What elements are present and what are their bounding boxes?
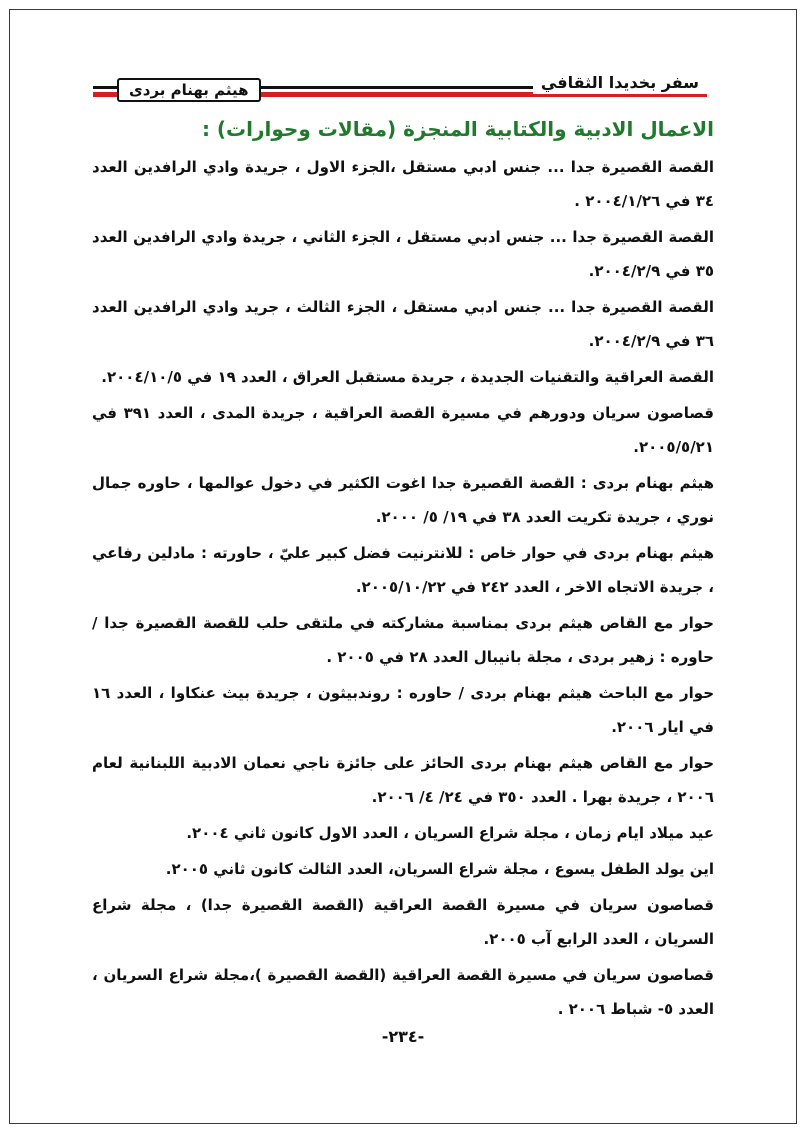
entry: حوار مع الباحث هيثم بهنام بردى / حاوره : روندبيثون ، جريدة بيث عنكاوا ، العدد ١٦ في ايار ٢٠٠٦. <box>92 684 714 736</box>
author-name: هيثم بهنام بردى <box>117 78 261 102</box>
book-title: سفر بخديدا الثقافي <box>533 72 707 94</box>
entry: القصة القصيرة جدا ... جنس ادبي مستقل ،الجزء الاول ، جريدة وادي الرافدين العدد ٣٤ في ٢٠٠٤/١/٢٦ . <box>92 158 714 210</box>
section-heading: الاعمال الادبية والكتابية المنجزة (مقالات وحوارات) : <box>201 117 714 141</box>
entry: حوار مع القاص هيثم بردى بمناسبة مشاركته في ملتقى حلب للقصة القصيرة جدا / حاوره : زهير بردى ، مجلة بانيبال العدد ٢٨ في ٢٠٠٥ . <box>92 614 714 666</box>
entry: قصاصون سريان في مسيرة القصة العراقية (القصة القصيرة )،مجلة شراع السريان ، العدد ٥- شباط ٢٠٠٦ . <box>92 966 714 1018</box>
entries-list <box>92 150 714 1028</box>
entry: عيد ميلاد ايام زمان ، مجلة شراع السريان ، العدد الاول كانون ثاني ٢٠٠٤. <box>186 824 714 842</box>
entry: قصاصون سريان ودورهم في مسيرة القصة العراقية ، جريدة المدى ، العدد ٣٩١ في ٢٠٠٥/٥/٢١. <box>92 404 714 456</box>
entry: القصة القصيرة جدا ... جنس ادبي مستقل ، الجزء الثاني ، جريدة وادي الرافدين العدد ٣٥ في ٢٠٠٤/٢/٩. <box>92 228 714 280</box>
entry: القصة القصيرة جدا ... جنس ادبي مستقل ، الجزء الثالث ، جريد وادي الرافدين العدد ٣٦ في ٢٠٠٤/٢/٩. <box>92 298 714 350</box>
running-header <box>93 73 707 108</box>
entry: قصاصون سريان في مسيرة القصة العراقية (القصة القصيرة جدا) ، مجلة شراع السريان ، العدد الرابع آب ٢٠٠٥. <box>92 896 714 948</box>
entry: حوار مع القاص هيثم بهنام بردى الحائز على جائزة ناجي نعمان الادبية اللبنانية لعام ٢٠٠٦ ، جريدة بهرا . العدد ٣٥٠ في ٢٤/ ٤/ ٢٠٠٦. <box>92 754 714 806</box>
entry: القصة العراقية والتقنيات الجديدة ، جريدة مستقبل العراق ، العدد ١٩ في ٢٠٠٤/١٠/٥. <box>101 368 714 386</box>
entry: هيثم بهنام بردى في حوار خاص : للانترنيت فضل كبير عليّ ، حاورته : مادلين رفاعي ، جريدة الاتجاه الاخر ، العدد ٢٤٢ في ٢٠٠٥/١٠/٢٢. <box>92 544 714 596</box>
entry: هيثم بهنام بردى : القصة القصيرة جدا اغوت الكثير في دخول عوالمها ، حاوره جمال نوري ، جريدة تكريت العدد ٣٨ في ١٩/ ٥/ ٢٠٠٠. <box>92 474 714 526</box>
entry: اين يولد الطفل يسوع ، مجلة شراع السريان، العدد الثالث كانون ثاني ٢٠٠٥. <box>165 860 714 878</box>
page-number: -٢٣٤- <box>381 1027 425 1046</box>
